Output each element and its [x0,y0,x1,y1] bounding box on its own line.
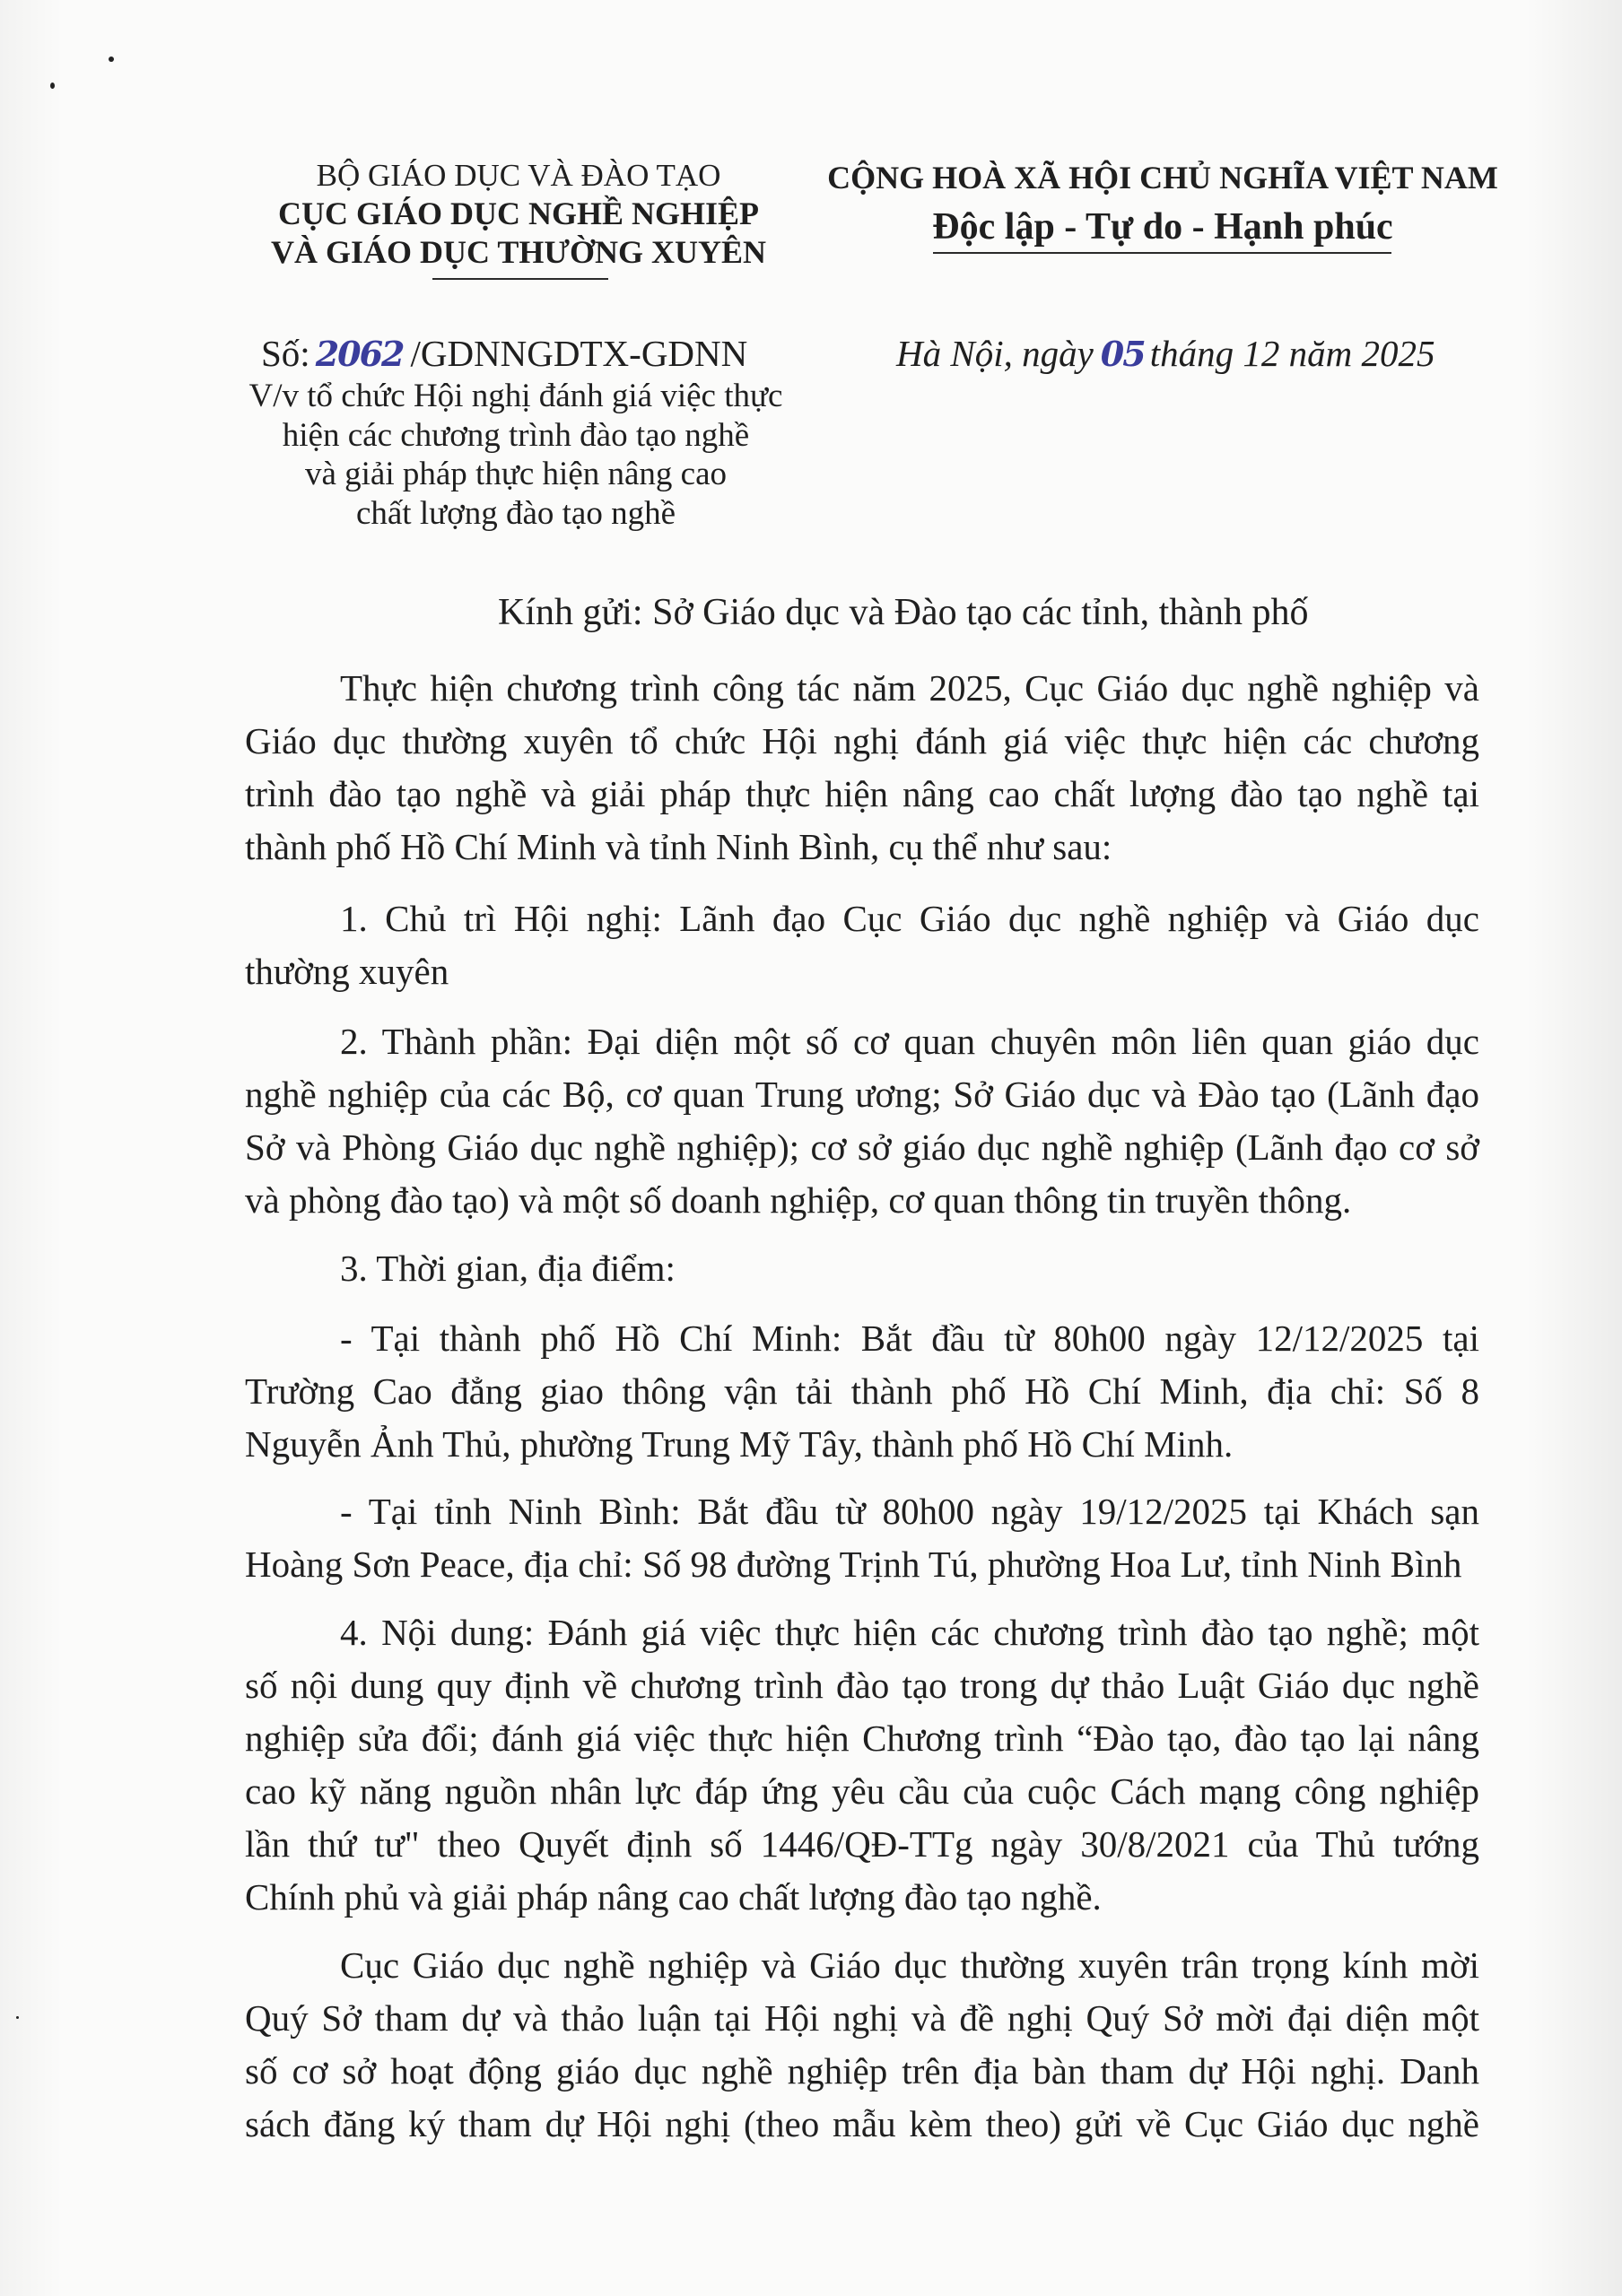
paragraph-line: Trường Cao đẳng giao thông vận tải thành phố Hồ Chí Minh, địa chỉ: Số 8 [245,1370,1479,1412]
paragraph-line: lần thứ tư" theo Quyết định số 1446/QĐ-TTg ngày 30/8/2021 của Thủ tướng [245,1823,1479,1865]
agency-ministry: BỘ GIÁO DỤC VÀ ĐÀO TẠO [316,158,721,193]
agency-underline [432,278,608,280]
paragraph-line: trình đào tạo nghề và giải pháp thực hiện nâng cao chất lượng đào tạo nghề tại [245,773,1479,814]
paragraph-line: và phòng đào tạo) và một số doanh nghiệp, cơ quan thông tin truyền thông. [245,1179,1352,1221]
scan-speck [50,83,55,89]
paragraph-line: - Tại tỉnh Ninh Bình: Bắt đầu từ 80h00 ngày 19/12/2025 tại Khách sạn [340,1491,1479,1532]
paragraph-line: 2. Thành phần: Đại diện một số cơ quan chuyên môn liên quan giáo dục [340,1021,1479,1062]
paragraph-line: Thực hiện chương trình công tác năm 2025, Cục Giáo dục nghề nghiệp và [340,667,1479,709]
document-code: /GDNNGDTX-GDNN [410,333,748,374]
body-paragraph-content [245,1606,1479,1924]
agency-department-line1: CỤC GIÁO DỤC NGHỀ NGHIỆP [277,196,760,231]
handwritten-day: 05 [1100,334,1145,374]
paragraph-line: 4. Nội dung: Đánh giá việc thực hiện các chương trình đào tạo nghề; một [340,1612,1479,1653]
body-paragraph-time-place [245,1242,1479,1295]
paragraph-line: 3. Thời gian, địa điểm: [340,1248,676,1289]
paragraph-line: 1. Chủ trì Hội nghị: Lãnh đạo Cục Giáo dục nghề nghiệp và Giáo dục [340,898,1479,939]
date-prefix: Hà Nội, ngày [896,333,1094,374]
paragraph-line: - Tại thành phố Hồ Chí Minh: Bắt đầu từ 80h00 ngày 12/12/2025 tại [340,1318,1479,1359]
paragraph-line: thành phố Hồ Chí Minh và tỉnh Ninh Bình, cụ thể như sau: [245,826,1112,867]
body-paragraph-participants [245,1015,1479,1227]
subject-line: chất lượng đào tạo nghề [355,494,676,532]
body-paragraph-intro [245,662,1479,874]
national-motto: Độc lập - Tự do - Hạnh phúc [932,206,1393,248]
paragraph-line: số nội dung quy định về chương trình đào tạo trong dự thảo Luật Giáo dục nghề [245,1665,1479,1706]
paragraph-line: nghiệp sửa đổi; đánh giá việc thực hiện Chương trình “Đào tạo, đào tạo lại nâng [245,1718,1479,1759]
national-title: CỘNG HOÀ XÃ HỘI CHỦ NGHĨA VIỆT NAM [827,160,1498,196]
paragraph-line: Chính phủ và giải pháp nâng cao chất lượng đào tạo nghề. [245,1876,1102,1918]
document-number-prefix: Số: [261,333,310,374]
paragraph-line: cao kỹ năng nguồn nhân lực đáp ứng yêu cầu của cuộc Cách mạng công nghiệp [245,1770,1479,1812]
paragraph-line: số cơ sở hoạt động giáo dục nghề nghiệp trên địa bàn tham dự Hội nghị. Danh [245,2050,1479,2092]
scan-speck [16,2016,19,2019]
document-number [261,333,747,375]
subject-line: V/v tổ chức Hội nghị đánh giá việc thực [249,378,783,414]
paragraph-line: Hoàng Sơn Peace, địa chỉ: Số 98 đường Trịnh Tú, phường Hoa Lư, tỉnh Ninh Bình [245,1544,1462,1585]
paragraph-line: thường xuyên [245,951,449,992]
scan-speck [109,57,114,62]
paragraph-line: Giáo dục thường xuyên tổ chức Hội nghị đánh giá việc thực hiện các chương [245,720,1479,761]
document-date [896,333,1435,375]
body-paragraph-chair [245,892,1479,998]
subject-line: hiện các chương trình đào tạo nghề [282,416,750,454]
subject-line: và giải pháp thực hiện nâng cao [304,456,728,492]
body-paragraph-hcmc [245,1312,1479,1471]
agency-department-line2: VÀ GIÁO DỤC THƯỜNG XUYÊN [270,234,767,270]
paragraph-line: sách đăng ký tham dự Hội nghị (theo mẫu kèm theo) gửi về Cục Giáo dục nghề [245,2103,1479,2144]
paragraph-line: Nguyễn Ảnh Thủ, phường Trung Mỹ Tây, thành phố Hồ Chí Minh. [245,1423,1234,1465]
paragraph-line: nghề nghiệp của các Bộ, cơ quan Trung ương; Sở Giáo dục và Đào tạo (Lãnh đạo [245,1074,1479,1115]
handwritten-number: 2062 [315,334,404,374]
date-rest: tháng 12 năm 2025 [1149,333,1435,374]
paragraph-line: Quý Sở tham dự và thảo luận tại Hội nghị và đề nghị Quý Sở mời đại diện một [245,1997,1479,2039]
document-subject [242,377,789,533]
body-paragraph-ninh-binh [245,1485,1479,1591]
body-paragraph-invitation [245,1939,1479,2151]
paragraph-line: Cục Giáo dục nghề nghiệp và Giáo dục thường xuyên trân trọng kính mời [340,1944,1479,1986]
recipient-line: Kính gửi: Sở Giáo dục và Đào tạo các tỉnh, thành phố [498,592,1309,633]
motto-underline [933,252,1391,254]
paragraph-line: Sở và Phòng Giáo dục nghề nghiệp); cơ sở giáo dục nghề nghiệp (Lãnh đạo cơ sở [245,1126,1479,1168]
